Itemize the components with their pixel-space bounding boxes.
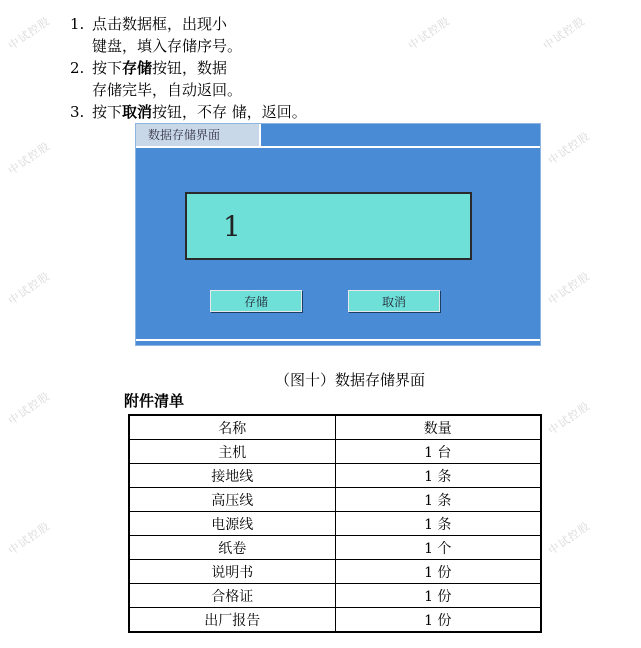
watermark: 中试控股 [5, 139, 53, 178]
item-quantity: 1 份 [335, 608, 541, 633]
watermark: 中试控股 [540, 14, 588, 53]
item-quantity: 1 台 [335, 440, 541, 464]
item-name: 纸卷 [129, 536, 335, 560]
divider [136, 339, 540, 341]
item-quantity: 1 条 [335, 464, 541, 488]
item-name: 合格证 [129, 584, 335, 608]
input-value: 1 [223, 210, 241, 243]
step-number: 1. [70, 15, 85, 33]
table-row [129, 440, 541, 464]
watermark: 中试控股 [5, 519, 53, 558]
watermark: 中试控股 [545, 519, 593, 558]
watermark: 中试控股 [5, 389, 53, 428]
table-row [129, 536, 541, 560]
step-2 [70, 57, 307, 101]
item-name: 出厂报告 [129, 608, 335, 633]
item-quantity: 1 条 [335, 512, 541, 536]
step-text: 按下 [92, 103, 123, 121]
table-row [129, 488, 541, 512]
item-name: 主机 [129, 440, 335, 464]
table-row [129, 584, 541, 608]
figure-caption: （图十）数据存储界面 [275, 371, 426, 389]
step-text: 按钮，数据 [152, 59, 228, 77]
table-row [129, 464, 541, 488]
item-quantity: 1 份 [335, 560, 541, 584]
step-text: 按钮，不存 储，返回。 [152, 103, 307, 121]
table-row [129, 608, 541, 633]
step-number: 2. [70, 59, 85, 77]
column-header: 名称 [129, 415, 335, 440]
watermark: 中试控股 [5, 14, 53, 53]
item-name: 电源线 [129, 512, 335, 536]
column-header: 数量 [335, 415, 541, 440]
table-header-row [129, 415, 541, 440]
screen-tab[interactable]: 数据存储界面 [136, 124, 261, 148]
watermark: 中试控股 [545, 399, 593, 438]
step-keyword: 取消 [122, 103, 153, 121]
data-storage-screen [135, 123, 541, 346]
storage-number-input[interactable] [185, 192, 472, 260]
divider [259, 146, 540, 148]
step-text-continued: 键盘，填入存储序号。 [92, 37, 243, 55]
step-text-continued: 存储完毕，自动返回。 [92, 81, 243, 99]
cancel-button[interactable]: 取消 [348, 290, 440, 312]
step-1 [70, 13, 307, 57]
instruction-steps [70, 13, 307, 123]
watermark: 中试控股 [545, 129, 593, 168]
item-name: 高压线 [129, 488, 335, 512]
step-number: 3. [70, 103, 85, 121]
step-text: 按下 [92, 59, 123, 77]
step-text: 点击数据框，出现小 [92, 15, 228, 33]
save-button[interactable]: 存储 [210, 290, 302, 312]
watermark: 中试控股 [405, 14, 453, 53]
step-3 [70, 101, 307, 123]
parts-list-table [128, 414, 542, 633]
watermark: 中试控股 [545, 269, 593, 308]
section-heading: 附件清单 [124, 392, 185, 410]
item-quantity: 1 份 [335, 584, 541, 608]
item-name: 说明书 [129, 560, 335, 584]
step-keyword: 存储 [122, 59, 153, 77]
table-row [129, 512, 541, 536]
item-name: 接地线 [129, 464, 335, 488]
watermark: 中试控股 [5, 269, 53, 308]
table-row [129, 560, 541, 584]
item-quantity: 1 条 [335, 488, 541, 512]
item-quantity: 1 个 [335, 536, 541, 560]
